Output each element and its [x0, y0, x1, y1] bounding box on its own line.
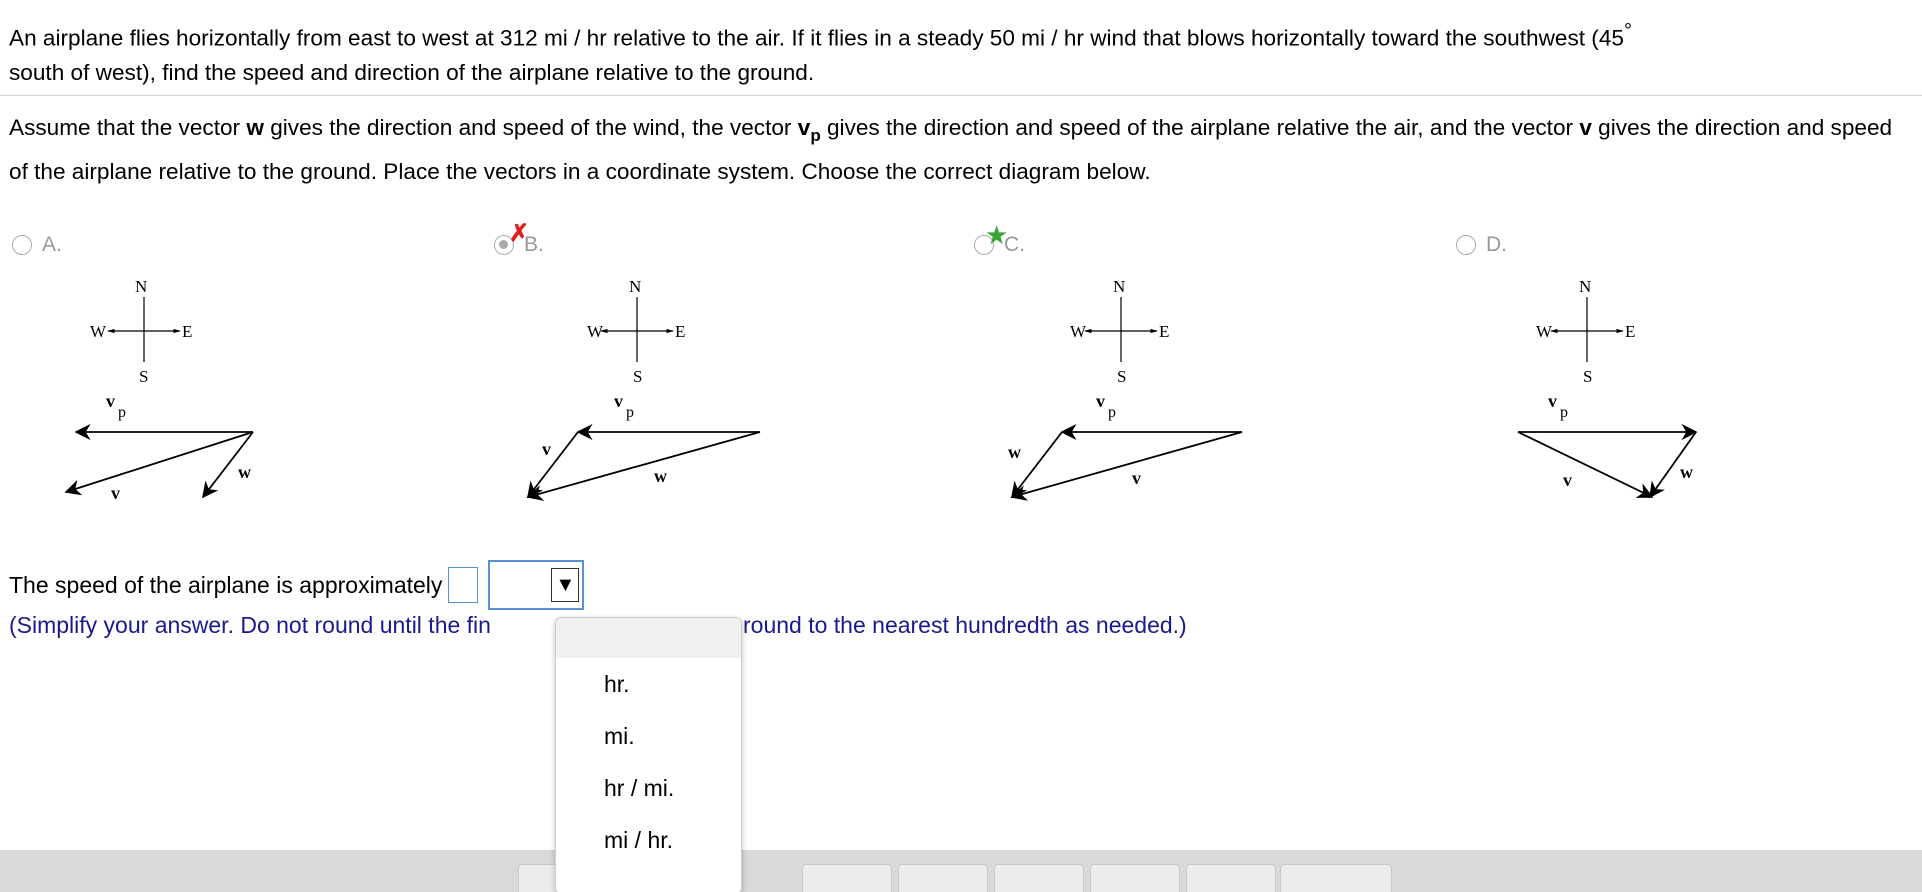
instructions-text-1: Assume that the vector [9, 115, 247, 140]
vectors [1012, 432, 1242, 497]
toolbar-button[interactable] [1186, 864, 1276, 892]
toolbar-button[interactable] [802, 864, 892, 892]
compass-w: W [587, 322, 604, 341]
label-vp-sub: p [1108, 404, 1116, 421]
diagram-c[interactable] [1008, 277, 1242, 497]
compass-rose [90, 277, 192, 386]
diagram-d[interactable] [1518, 277, 1696, 497]
toolbar-button[interactable] [1090, 864, 1180, 892]
label-v: v [542, 439, 551, 459]
correct-star-icon: ★ [985, 220, 1009, 250]
answer-label: The speed of the airplane is approximately [9, 571, 443, 598]
vectors [528, 432, 760, 497]
label-vp: v [106, 391, 115, 411]
label-vp-sub: p [626, 404, 634, 421]
compass-s: S [633, 367, 643, 386]
label-vp: v [1548, 391, 1557, 411]
option-b-label: B. [524, 233, 544, 256]
option-a-label: A. [42, 233, 62, 256]
compass-e: E [182, 322, 193, 341]
dropdown-blank-option[interactable] [556, 618, 741, 658]
compass-n: N [1579, 277, 1592, 296]
vectors [1518, 432, 1696, 497]
compass-w: W [90, 322, 107, 341]
compass-e: E [1159, 322, 1170, 341]
label-vp-sub: p [118, 404, 126, 421]
wrong-mark-icon: ✗ [509, 220, 530, 247]
compass-n: N [135, 277, 148, 296]
dropdown-option-hr[interactable]: hr. [604, 671, 630, 697]
compass-rose [1070, 277, 1169, 386]
label-vp-sub: p [1560, 404, 1568, 421]
instructions-text-4: gives the direction and speed of the airplane relative to the ground. Place the vectors in a coordinate system. Choose the correct diagram below. [9, 115, 1893, 184]
compass-e: E [675, 322, 686, 341]
label-w: w [238, 462, 251, 482]
diagram-b[interactable] [528, 277, 760, 497]
math-toolbar [0, 850, 1922, 892]
prompt-line-1: An airplane flies horizontally from east to west at 312 mi / hr relative to the air. If it flies in a steady 50 mi / hr wind that blows horizontally toward the southwest (45 [9, 25, 1624, 51]
instructions-text-3: gives the direction and speed of the airplane relative the air, and the vector [820, 115, 1580, 140]
label-w: w [654, 466, 667, 486]
compass-e: E [1625, 322, 1636, 341]
compass-n: N [629, 277, 642, 296]
compass-s: S [1117, 367, 1127, 386]
vector-v-symbol: v [1579, 115, 1592, 140]
vector-vp-subscript: p [810, 126, 821, 145]
compass-s: S [139, 367, 149, 386]
compass-n: N [1113, 277, 1126, 296]
label-vp: v [1096, 391, 1105, 411]
hint-text-left: (Simplify your answer. Do not round until the fin [9, 612, 491, 638]
option-c-label: C. [1004, 233, 1025, 256]
vectors [66, 432, 253, 497]
toolbar-button[interactable] [898, 864, 988, 892]
answer-row [9, 563, 584, 607]
speed-input[interactable] [448, 567, 478, 603]
compass-rose [1536, 277, 1635, 386]
prompt-line-2: south of west), find the speed and direction of the airplane relative to the ground. [9, 59, 815, 85]
diagram-a[interactable] [66, 277, 253, 503]
label-vp: v [614, 391, 623, 411]
compass-w: W [1070, 322, 1087, 341]
unit-dropdown-menu [555, 617, 742, 892]
label-w: w [1008, 442, 1021, 462]
compass-rose [587, 277, 685, 386]
vector-vp-symbol: v [797, 115, 811, 140]
compass-w: W [1536, 322, 1553, 341]
compass-s: S [1583, 367, 1593, 386]
label-v: v [111, 483, 120, 503]
degree-symbol: ° [1623, 20, 1632, 42]
hint-text-right: round to the nearest hundredth as needed.) [743, 612, 1187, 638]
label-v: v [1132, 468, 1141, 488]
dropdown-option-mi[interactable]: mi. [604, 723, 635, 749]
dropdown-option-hr-per-mi[interactable]: hr / mi. [604, 775, 675, 801]
dropdown-arrow-icon[interactable]: ▼ [551, 568, 579, 602]
dropdown-option-mi-per-hr[interactable]: mi / hr. [604, 827, 674, 853]
vector-w-symbol: w [246, 115, 264, 140]
option-d-label: D. [1486, 233, 1507, 256]
unit-select[interactable] [488, 560, 584, 610]
label-v: v [1563, 470, 1572, 490]
instructions-text-2: gives the direction and speed of the wind, the vector [263, 115, 798, 140]
toolbar-button[interactable] [1280, 864, 1392, 892]
label-w: w [1680, 462, 1693, 482]
toolbar-button[interactable] [994, 864, 1084, 892]
